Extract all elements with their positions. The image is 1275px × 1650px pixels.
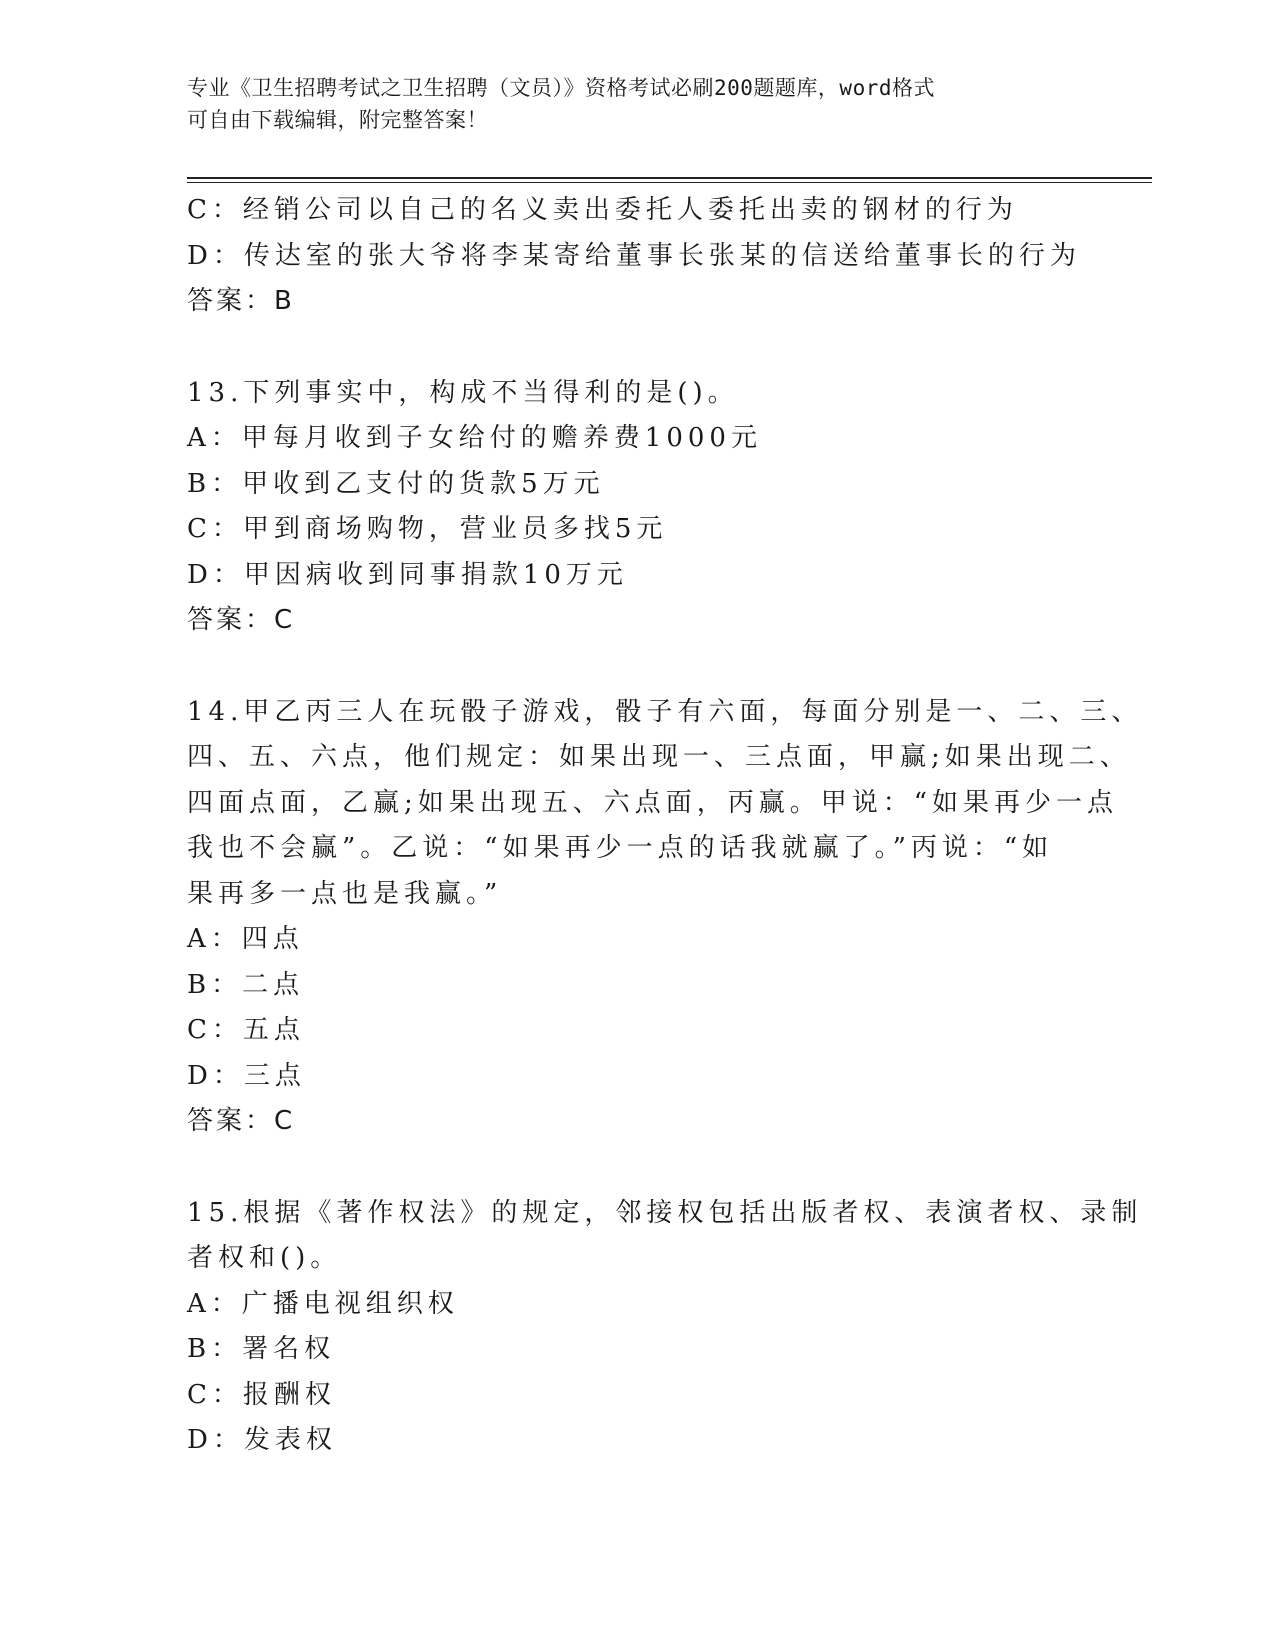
- question-stem: [187, 371, 1067, 417]
- option-c: C：五点: [187, 1015, 305, 1045]
- option-a: A：甲每月收到子女给付的赡养费1000元: [187, 423, 762, 453]
- question-stem: [187, 1191, 1143, 1282]
- answer-line: 答案：B: [187, 286, 295, 316]
- document-body: [187, 188, 1143, 1464]
- previous-question-tail: [187, 188, 1087, 325]
- question-stem: [187, 690, 1143, 918]
- question-15: [187, 1191, 1143, 1464]
- option-d: D：发表权: [187, 1425, 337, 1455]
- stem-line: 果再多一点也是我赢。”: [187, 878, 503, 909]
- option-d: D：三点: [187, 1060, 306, 1091]
- stem-line: 四面点面，乙赢;如果出现五、六点面，丙赢。甲说：“如果再少一点: [187, 787, 1119, 818]
- option-c: C：报酬权: [187, 1379, 336, 1410]
- document-header: [187, 72, 1067, 136]
- stem-line: 14.甲乙丙三人在玩骰子游戏，骰子有六面，每面分别是一、二、三、: [187, 696, 1143, 727]
- option-b: B：甲收到乙支付的货款5万元: [187, 468, 605, 499]
- option-b: B：署名权: [187, 1334, 336, 1364]
- stem-line: 者权和()。: [187, 1243, 342, 1273]
- header-line-2: 可自由下载编辑，附完整答案！: [187, 108, 488, 132]
- option-d: D：传达室的张大爷将李某寄给董事长张某的信送给董事长的行为: [187, 240, 1081, 271]
- option-c: C：甲到商场购物，营业员多找5元: [187, 514, 668, 544]
- option-d: D：甲因病收到同事捐款10万元: [187, 559, 628, 590]
- header-line-1: 专业《卫生招聘考试之卫生招聘（文员）》资格考试必刷200题题库，word格式: [187, 76, 935, 100]
- option-b: B：二点: [187, 969, 305, 1000]
- answer-line: 答案：C: [187, 1106, 296, 1136]
- stem-line: 四、五、六点，他们规定：如果出现一、三点面，甲赢;如果出现二、: [187, 742, 1131, 772]
- header-divider-thin: [187, 182, 1152, 183]
- stem-line: 13.下列事实中，构成不当得利的是()。: [187, 377, 739, 408]
- stem-line: 我也不会赢”。乙说：“如果再少一点的话我就赢了。”丙说：“如: [187, 833, 1054, 863]
- answer-line: 答案：C: [187, 605, 296, 635]
- question-14: [187, 690, 1143, 1145]
- option-a: A：四点: [187, 924, 304, 954]
- option-a: A：广播电视组织权: [187, 1288, 459, 1319]
- stem-line: 15.根据《著作权法》的规定，邻接权包括出版者权、表演者权、录制: [187, 1197, 1143, 1228]
- header-divider-thick: [187, 177, 1152, 179]
- question-13: [187, 371, 1087, 644]
- option-c: C：经销公司以自己的名义卖出委托人委托出卖的钢材的行为: [187, 195, 1018, 225]
